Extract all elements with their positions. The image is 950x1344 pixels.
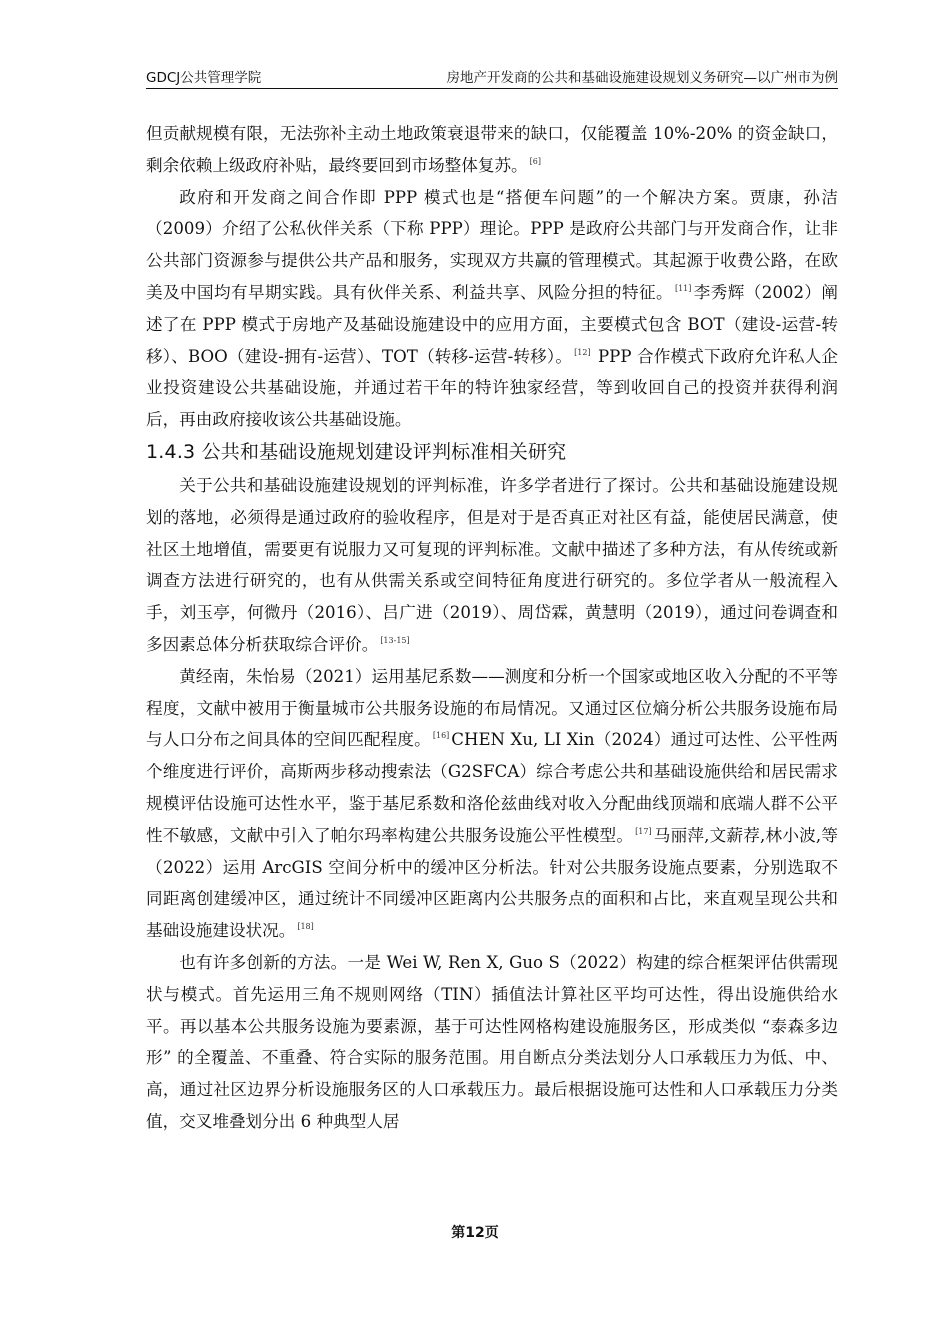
paragraph-text: 马丽萍,文薪荐,林小波,等（2022）运用 ArcGIS 空间分析中的缓冲区分析法。针对公共服务设施点要素，分别选取不同距离创建缓冲区，通过统计不同缓冲区距离内公共服务点的面积和占比，来直观呈现公共和基础设施建设状况。 (146, 825, 838, 941)
citation: [17] (635, 826, 652, 836)
paragraph-text: 李秀辉（2002）阐述了在 PPP 模式于房地产及基础设施建设中的应用方面，主要模式包含 BOT（建设-运营-转移）、BOO（建设-拥有-运营）、TOT（转移-运营-转移）。 (146, 282, 838, 366)
paragraph-text: CHEN Xu, LI Xin（2024）通过可达性、公平性两个维度进行评价，高斯两步移动搜索法（G2SFCA）综合考虑公共和基础设施供给和居民需求规模评估设施可达性水平，鉴于基尼系数和洛伦兹曲线对收入分配曲线顶端和底端人群不公平性不敏感，文献中引入了帕尔玛率构建公共服务设施公平性模型。 (146, 730, 839, 845)
paragraph-ppp (146, 182, 838, 436)
citation: [11] (674, 283, 692, 293)
paragraph-innovative (146, 947, 838, 1138)
paragraph-text: 但贡献规模有限，无法弥补主动土地政策衰退带来的缺口，仅能覆盖 10%-20% 的资金缺口，剩余依赖上级政府补贴，最终要回到市场整体复苏。 (146, 124, 838, 175)
citation: [6] (529, 156, 541, 166)
body-text (146, 118, 838, 1138)
header-title: 房地产开发商的公共和基础设施建设规划义务研究—以广州市为例 (446, 70, 838, 86)
header-rule (146, 88, 838, 89)
running-header (146, 66, 838, 86)
paragraph-text: 政府和开发商之间合作即 PPP 模式也是“搭便车问题”的一个解决方案。贾康，孙洁（2009）介绍了公私伙伴关系（下称 PPP）理论。PPP 是政府公共部门与开发商合作，让非公共部门资源参与提供公共产品和服务，实现双方共赢的管理模式。其起源于收费公路，在欧美及中国均有早期实践。具有伙伴关系、利益共享、风险分担的特征。 (146, 187, 838, 302)
paragraph-criteria (146, 470, 838, 661)
citation: [16] (432, 731, 450, 741)
paragraph-text: 也有许多创新的方法。一是 Wei W, Ren X, Guo S（2022）构建的综合框架评估供需现状与模式。首先运用三角不规则网络（TIN）插值法计算社区平均可达性，得出设施供给水平。再以基本公共服务设施为要素源，基于可达性网格构建设施服务区，形成类似 “泰森多边形” 的全覆盖、不重叠、符合实际的服务范围。用自断点分类法划分人口承载压力为低、中、高，通过社区边界分析设施服务区的人口承载压力。最后根据设施可达性和人口承载压力分类值，交叉堆叠划分出 6 种典型人居 (146, 952, 838, 1131)
page-number: 第12页 (451, 1225, 499, 1241)
citation: [12] (574, 347, 591, 357)
citation: [13-15] (380, 635, 410, 645)
section-heading: 1.4.3 公共和基础设施规划建设评判标准相关研究 (146, 440, 567, 463)
header-institution: GDCJ公共管理学院 (146, 70, 262, 86)
paragraph-text: 黄经南，朱怡易（2021）运用基尼系数——测度和分析一个国家或地区收入分配的不平等程度，文献中被用于衡量城市公共服务设施的布局情况。又通过区位熵分析公共服务设施布局与人口分布之间具体的空间匹配程度。 (146, 666, 838, 750)
paragraph-text: PPP 合作模式下政府允许私人企业投资建设公共基础设施，并通过若干年的特许独家经营，等到收回自己的投资并获得利润后，再由政府接收该公共基础设施。 (146, 346, 838, 430)
paragraph-text: 关于公共和基础设施建设规划的评判标准，许多学者进行了探讨。公共和基础设施建设规划的落地，必须得是通过政府的验收程序，但是对于是否真正对社区有益，能使居民满意，使社区土地增值，需要更有说服力又可复现的评判标准。文献中描述了多种方法，有从传统或新调查方法进行研究的，也有从供需关系或空间特征角度进行研究的。多位学者从一般流程入手，刘玉亭，何微丹（2016）、吕广进（2019）、周岱霖，黄慧明（2019），通过问卷调查和多因素总体分析获取综合评价。 (146, 475, 838, 654)
paragraph-gini (146, 661, 838, 947)
citation: [18] (297, 922, 314, 932)
paragraph-continuation (146, 118, 838, 182)
